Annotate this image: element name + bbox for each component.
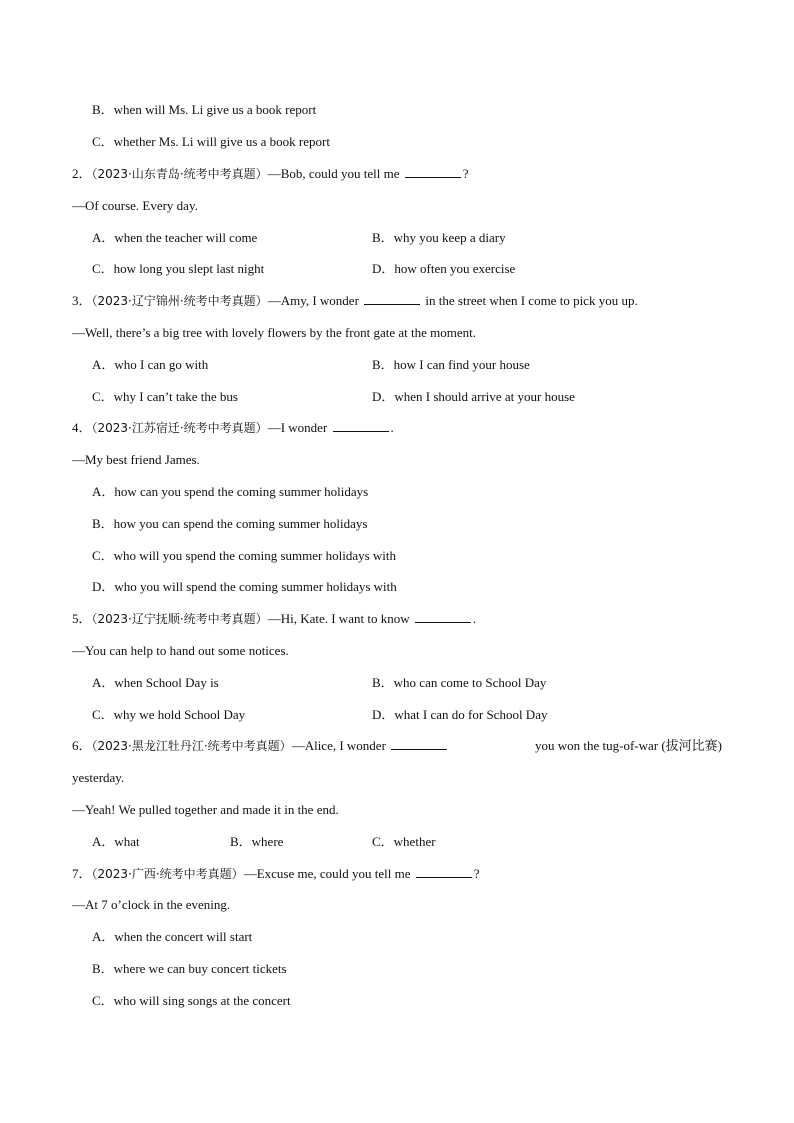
option-d: D．what I can do for School Day	[372, 707, 548, 722]
q7-stem	[72, 865, 794, 883]
question-number: 2．	[72, 166, 92, 181]
q1-option-c	[0, 133, 794, 151]
answer-blank	[333, 419, 389, 432]
option-text: whether Ms. Li will give us a book report	[113, 134, 330, 149]
question-stem: —I wonder	[267, 420, 328, 435]
q4-option-d: D．who you will spend the coming summer holidays with	[92, 579, 397, 594]
q6-stem-continued: yesterday.	[72, 770, 125, 785]
question-number: 5．	[72, 611, 92, 626]
option-letter: B．	[92, 102, 114, 117]
answer-blank	[405, 165, 461, 178]
question-stem-end: .	[472, 611, 477, 626]
q5-options-row2	[0, 706, 794, 724]
question-stem: —Alice, I wonder	[291, 738, 386, 753]
question-stem: —Hi, Kate. I want to know	[267, 611, 410, 626]
answer-blank	[416, 865, 472, 878]
option-b: B．where	[230, 834, 284, 849]
option-a: A．who I can go with	[92, 357, 209, 372]
question-source: （2023·黑龙江牡丹江·统考中考真题）	[91, 739, 292, 753]
q3-answer: —Well, there’s a big tree with lovely flowers by the front gate at the moment.	[72, 325, 477, 340]
option-c: C．why I can’t take the bus	[92, 389, 238, 404]
option-c: C．how long you slept last night	[92, 261, 265, 276]
answer-blank	[364, 292, 420, 305]
q7-option-a: A．when the concert will start	[92, 929, 253, 944]
q3-options-row2	[0, 388, 794, 406]
option-b: B．how I can find your house	[372, 357, 530, 372]
q4-answer: —My best friend James.	[72, 452, 200, 467]
option-b: B．why you keep a diary	[372, 230, 506, 245]
question-number: 6．	[72, 738, 92, 753]
option-c: C．whether	[372, 834, 436, 849]
q2-options-row2	[0, 260, 794, 278]
q1-option-b	[0, 101, 794, 119]
answer-blank	[391, 737, 447, 750]
option-d: D．when I should arrive at your house	[372, 389, 575, 404]
question-source: （2023·山东青岛·统考中考真题）	[91, 167, 268, 181]
answer-blank	[415, 610, 471, 623]
option-c: C．why we hold School Day	[92, 707, 246, 722]
q6-stem	[72, 737, 722, 755]
q4-option-a: A．how can you spend the coming summer holidays	[92, 484, 369, 499]
question-number: 4．	[72, 420, 92, 435]
q6-options-row	[0, 833, 794, 851]
question-stem-end: ?	[473, 866, 480, 881]
q7-option-b: B．where we can buy concert tickets	[92, 961, 287, 976]
q7-option-c: C．who will sing songs at the concert	[92, 993, 291, 1008]
question-stem: —Amy, I wonder	[267, 293, 359, 308]
q2-options-row1	[0, 229, 794, 247]
q3-stem	[72, 292, 794, 310]
question-number: 7．	[72, 866, 92, 881]
question-number: 3．	[72, 293, 92, 308]
q7-answer: —At 7 o’clock in the evening.	[72, 897, 231, 912]
q5-options-row1	[0, 674, 794, 692]
q3-options-row1	[0, 356, 794, 374]
option-b: B．who can come to School Day	[372, 675, 547, 690]
question-source: （2023·江苏宿迁·统考中考真题）	[91, 421, 268, 435]
question-source: （2023·辽宁抚顺·统考中考真题）	[91, 612, 268, 626]
q6-answer: —Yeah! We pulled together and made it in the end.	[72, 802, 339, 817]
option-letter: C．	[92, 134, 114, 149]
option-a: A．when the teacher will come	[92, 230, 258, 245]
q4-option-c: C．who will you spend the coming summer holidays with	[92, 548, 397, 563]
question-stem: —Excuse me, could you tell me	[243, 866, 411, 881]
q4-stem	[72, 419, 794, 437]
question-stem-end: .	[390, 420, 394, 435]
question-stem: —Bob, could you tell me	[267, 166, 400, 181]
q5-stem	[72, 610, 794, 628]
question-stem-end: ?	[462, 166, 469, 181]
question-source: （2023·辽宁锦州·统考中考真题）	[91, 294, 268, 308]
question-stem-end: you won the tug-of-war (拔河比赛)	[534, 738, 722, 753]
q2-answer: —Of course. Every day.	[72, 198, 198, 213]
option-d: D．how often you exercise	[372, 261, 516, 276]
question-stem-end: in the street when I come to pick you up.	[425, 293, 638, 308]
q5-answer: —You can help to hand out some notices.	[72, 643, 289, 658]
option-a: A．what	[92, 834, 140, 849]
option-text: when will Ms. Li give us a book report	[113, 102, 317, 117]
q2-stem	[72, 165, 794, 183]
option-a: A．when School Day is	[92, 675, 219, 690]
q4-option-b: B．how you can spend the coming summer holidays	[92, 516, 368, 531]
question-source: （2023·广西·统考中考真题）	[91, 867, 244, 881]
